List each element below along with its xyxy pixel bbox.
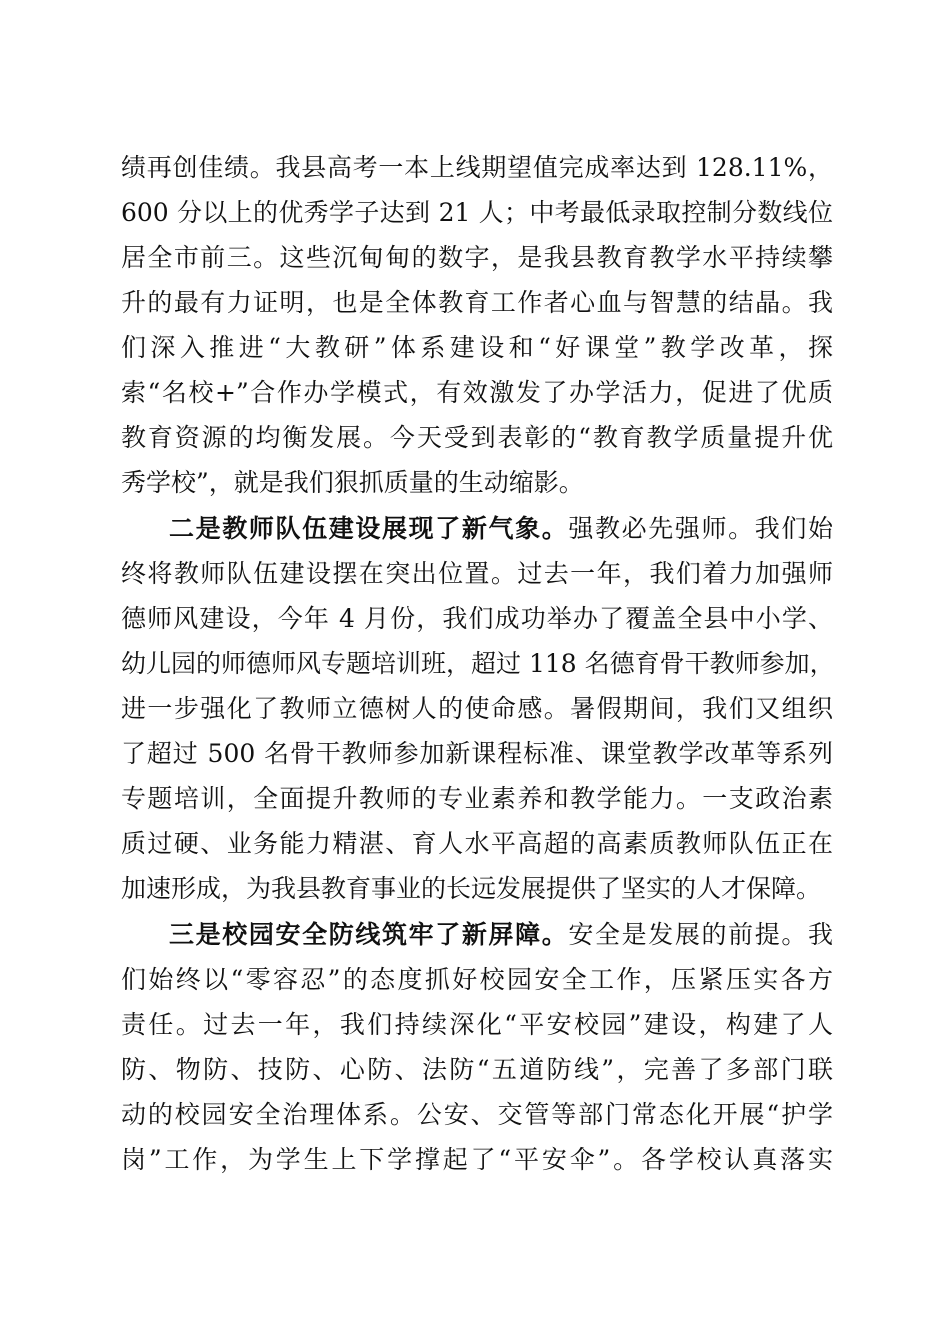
paragraph-heading: 三是校园安全防线筑牢了新屏障。 [169, 920, 569, 949]
text-line: 专题培训，全面提升教师的专业素养和教学能力。一支政治素 [121, 784, 833, 813]
text-line: 进一步强化了教师立德树人的使命感。暑假期间，我们又组织 [121, 694, 833, 723]
text-line-with-heading [121, 506, 833, 551]
text-line: 终将教师队伍建设摆在突出位置。过去一年，我们着力加强师 [121, 559, 833, 588]
text-line: 们深入推进“大教研”体系建设和“好课堂”教学改革，探 [121, 333, 833, 362]
text-span: 强教必先强师。我们始 [568, 514, 833, 543]
text-line: 责任。过去一年，我们持续深化“平安校园”建设，构建了人 [121, 1010, 833, 1039]
paragraph-exam-results [121, 145, 833, 505]
text-line: 绩再创佳绩。我县高考一本上线期望值完成率达到 128.11%， [121, 153, 833, 182]
text-line: 幼儿园的师德师风专题培训班，超过 118 名德育骨干教师参加， [121, 649, 835, 678]
text-line: 加速形成，为我县教育事业的长远发展提供了坚实的人才保障。 [121, 874, 822, 903]
paragraph-teacher-team [121, 506, 833, 911]
text-line: 防、物防、技防、心防、法防“五道防线”，完善了多部门联 [121, 1055, 833, 1084]
text-line: 教育资源的均衡发展。今天受到表彰的“教育教学质量提升优 [121, 423, 833, 452]
paragraph-heading: 二是教师队伍建设展现了新气象。 [169, 514, 569, 543]
text-line: 岗”工作，为学生上下学撑起了“平安伞”。各学校认真落实 [121, 1145, 833, 1174]
text-line: 动的校园安全治理体系。公安、交管等部门常态化开展“护学 [121, 1100, 833, 1129]
text-span: 安全是发展的前提。我 [568, 920, 833, 949]
text-line: 600 分以上的优秀学子达到 21 人；中考最低录取控制分数线位 [121, 198, 833, 227]
text-line: 质过硬、业务能力精湛、育人水平高超的高素质教师队伍正在 [121, 829, 833, 858]
text-line: 了超过 500 名骨干教师参加新课程标准、课堂教学改革等系列 [121, 739, 833, 768]
text-line-with-heading [121, 912, 833, 957]
text-line: 秀学校”，就是我们狠抓质量的生动缩影。 [121, 468, 584, 497]
paragraph-campus-safety [121, 912, 833, 1182]
text-line: 们始终以“零容忍”的态度抓好校园安全工作，压紧压实各方 [121, 965, 833, 994]
text-line: 升的最有力证明，也是全体教育工作者心血与智慧的结晶。我 [121, 288, 833, 317]
text-line: 居全市前三。这些沉甸甸的数字，是我县教育教学水平持续攀 [121, 243, 833, 272]
document-body [121, 145, 833, 1182]
text-line: 索“名校+”合作办学模式，有效激发了办学活力，促进了优质 [121, 378, 833, 407]
text-line: 德师风建设，今年 4 月份，我们成功举办了覆盖全县中小学、 [121, 604, 833, 633]
